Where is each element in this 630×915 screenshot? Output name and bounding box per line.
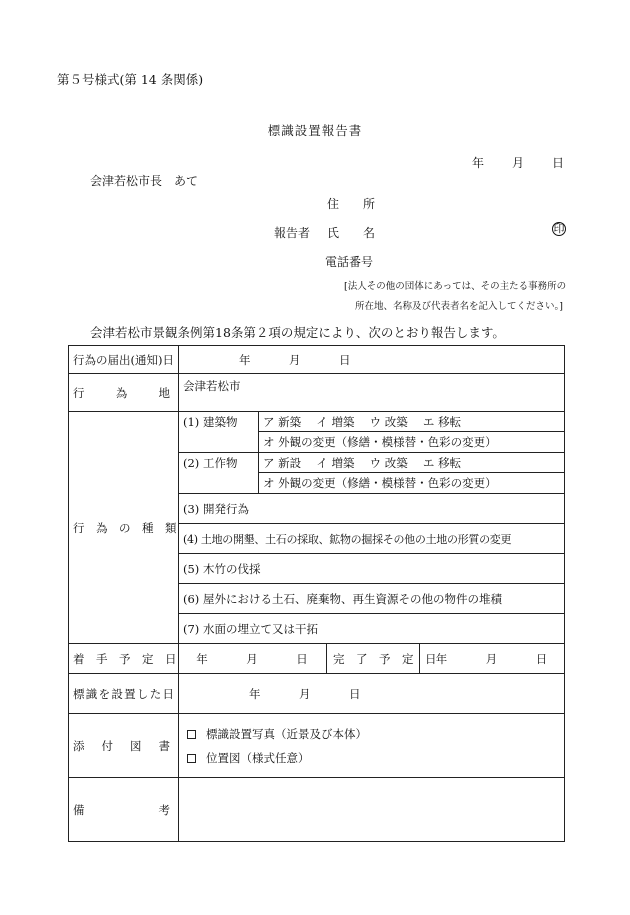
sign-label-cell [69,674,179,714]
sign-date-row [69,674,565,714]
report-form-table [68,345,565,842]
attachments-row [69,714,565,778]
type-label: 行 為 の 種 類 [73,520,177,535]
address-label: 住 所 [327,197,376,211]
sign-date-field[interactable] [179,674,565,714]
sign-date-value: 年 月 日 [249,686,362,701]
type2-options[interactable] [259,453,565,494]
type1-label: (1) 建築物 [179,412,259,453]
end-date-field[interactable]: 年 月 日 [420,644,565,674]
report-date[interactable] [472,154,564,171]
photo-checkbox[interactable] [187,730,196,739]
seal-mark: 印 [553,222,565,235]
type-label-cell [69,412,179,644]
type1-options[interactable] [259,412,565,453]
addressee: 会津若松市長 あて [90,174,199,188]
form-number: 第５号様式(第 14 条関係) [57,72,204,87]
type3-option[interactable]: (3) 開発行為 [179,494,565,524]
date-month-label: 月 [512,156,525,170]
attachment-item-map[interactable] [187,746,560,770]
attachment-item-photo[interactable] [187,722,560,746]
type4-option[interactable]: (4) 土地の開墾、土石の採取、鉱物の掘採その他の土地の形質の変更 [179,524,565,554]
location-row [69,374,565,412]
location-field[interactable]: 会津若松市 [179,374,565,412]
corporation-note-line2: 所在地、名称及び代表者名を記入してください。] [355,301,563,312]
start-date-label: 着 手 予 定 日 [73,651,177,666]
start-date-field[interactable]: 年 月 日 [179,644,327,674]
remarks-row [69,778,565,842]
end-label-cell [327,644,437,674]
notice-date-row [69,346,565,374]
type5-option[interactable]: (5) 木竹の伐採 [179,554,565,584]
map-label: 位置図（様式任意） [206,750,310,765]
type7-option[interactable]: (7) 水面の埋立て又は干拓 [179,614,565,644]
remarks-label: 備 考 [73,802,170,817]
schedule-row [69,644,565,674]
start-label-cell [69,644,179,674]
reporter-label: 報告者 [274,226,311,240]
remarks-field[interactable] [179,778,565,842]
attach-label-cell [69,714,179,778]
corporation-note-line1: [法人その他の団体にあっては、その主たる事務所の [344,281,567,292]
phone-label: 電話番号 [325,255,374,269]
type1-line1: ア 新築 イ 増築 ウ 改築 エ 移転 [259,412,564,432]
type2-label: (2) 工作物 [179,453,259,494]
date-day-label: 日 [552,156,565,170]
type1-row [69,412,565,453]
end-date-label: 完 了 予 定 日 [333,651,437,666]
location-label-cell [69,374,179,412]
remarks-label-cell [69,778,179,842]
notice-date-field[interactable]: 年 月 日 [179,346,565,374]
type2-line1: ア 新設 イ 増築 ウ 改築 エ 移転 [259,453,564,473]
attachments-label: 添 付 図 書 [73,738,170,753]
notice-date-label: 行為の届出(通知)日 [69,346,179,374]
sign-date-label: 標識を設置した日 [73,686,174,701]
location-label: 行 為 地 [73,385,170,400]
type1-line2: オ 外観の変更（修繕・模様替・色彩の変更） [263,435,497,449]
date-year-label: 年 [472,156,485,170]
photo-label: 標識設置写真（近景及び本体） [206,726,367,741]
type2-line2: オ 外観の変更（修繕・模様替・色彩の変更） [263,476,497,490]
document-title: 標識設置報告書 [267,123,363,138]
name-label: 氏 名 [327,226,376,240]
type6-option[interactable]: (6) 屋外における土石、廃棄物、再生資源その他の物件の堆積 [179,584,565,614]
map-checkbox[interactable] [187,754,196,763]
attachments-field [179,714,565,778]
intro-statement: 会津若松市景観条例第18条第２項の規定により、次のとおり報告します。 [90,325,505,340]
